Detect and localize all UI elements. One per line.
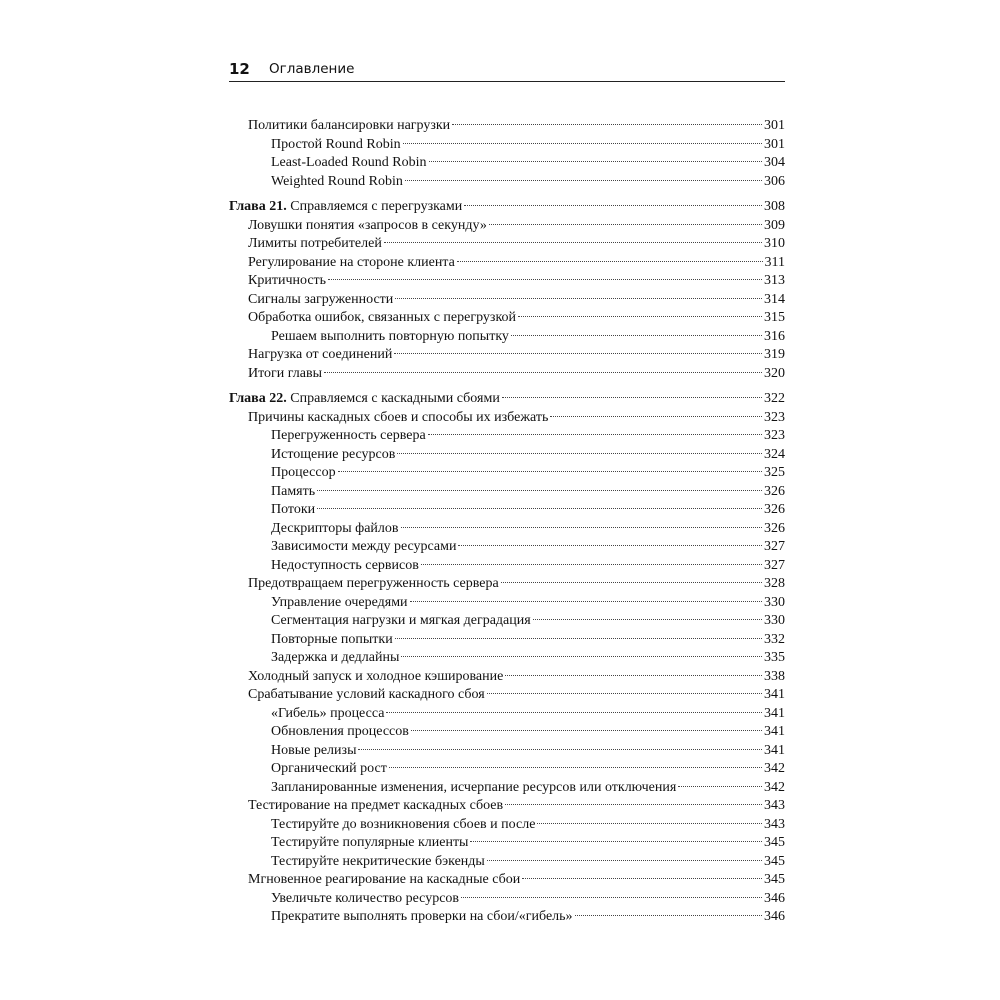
- toc-entry-text: Weighted Round Robin: [271, 173, 403, 189]
- toc-page-number: 323: [764, 428, 785, 443]
- toc-entry-text: Критичность: [248, 273, 327, 288]
- toc-entry-text: Управление очередями: [271, 594, 408, 610]
- dot-leader: [461, 897, 762, 898]
- toc-entry-title: [248, 217, 487, 236]
- toc-page-number: 310: [764, 236, 785, 251]
- toc-entry: [229, 779, 785, 798]
- toc-entry-title: [248, 668, 503, 687]
- toc-entry-title: [248, 291, 393, 310]
- toc-entry-text: Новые релизы: [271, 742, 357, 758]
- toc-entry-title: [248, 117, 450, 136]
- toc-entry-title: [271, 501, 315, 520]
- toc-page-number: 327: [764, 557, 785, 573]
- dot-leader: [411, 730, 762, 731]
- toc-entry-text: Срабатывание условий каскадного сбоя: [248, 687, 485, 702]
- toc-entry: [229, 483, 785, 502]
- toc-entry-title: [248, 272, 326, 291]
- page-number: 12: [229, 60, 250, 78]
- toc-page-number: 316: [764, 328, 785, 344]
- toc-page-number: 338: [764, 668, 785, 684]
- dot-leader: [394, 353, 762, 354]
- dot-leader: [470, 841, 762, 842]
- toc-entry: [229, 154, 785, 173]
- toc-entry-text: Политики балансировки нагрузки: [248, 118, 451, 133]
- toc-entry-text: Задержка и дедлайны: [271, 650, 400, 665]
- dot-leader: [511, 335, 762, 336]
- dot-leader: [317, 490, 762, 491]
- toc-page-number: 345: [764, 872, 785, 887]
- toc-entry-title: [271, 173, 403, 192]
- dot-leader: [317, 508, 762, 509]
- toc-entry: [229, 797, 785, 816]
- dot-leader: [464, 205, 762, 206]
- toc-page-number: 308: [764, 199, 785, 214]
- toc-entry-text: Мгновенное реагирование на каскадные сбои: [248, 872, 521, 887]
- toc-entry-text: Недоступность сервисов: [271, 557, 419, 573]
- toc-entry-text: Тестирование на предмет каскадных сбоев: [248, 798, 504, 813]
- toc-page-number: 330: [764, 613, 785, 628]
- dot-leader: [487, 860, 762, 861]
- toc-page-number: 343: [764, 798, 785, 813]
- toc-entry: [229, 501, 785, 520]
- toc-entry-text: Прекратите выполнять проверки на сбои/«гибель»: [271, 909, 573, 924]
- toc-page-number: 326: [764, 520, 785, 536]
- toc-page-number: 314: [764, 291, 785, 307]
- dot-leader: [489, 224, 762, 225]
- toc-entry: [229, 760, 785, 779]
- toc-entry: [229, 908, 785, 927]
- toc-entry-title: [271, 464, 336, 483]
- toc-entry: [229, 235, 785, 254]
- dot-leader: [428, 434, 762, 435]
- running-title: Оглавление: [269, 61, 355, 77]
- toc-entry-title: [271, 760, 387, 779]
- dot-leader: [403, 143, 762, 144]
- toc-entry-title: [248, 254, 455, 273]
- dot-leader: [452, 124, 762, 125]
- toc-entry-title: [271, 483, 315, 502]
- toc-chapter-number: Глава 22.: [229, 391, 287, 406]
- toc-entry-text: Повторные попытки: [271, 631, 393, 647]
- toc-entry-text: Тестируйте некритические бэкенды: [271, 853, 485, 869]
- toc-entry-text: Перегруженность сервера: [271, 428, 426, 443]
- toc-entry-title: [248, 365, 322, 384]
- toc-page-number: 315: [764, 310, 785, 325]
- toc-entry: [229, 853, 785, 872]
- toc-entry-text: Сегментация нагрузки и мягкая деградация: [271, 613, 531, 628]
- toc-entry-text: Дескрипторы файлов: [271, 520, 399, 536]
- toc-page-number: 304: [764, 155, 785, 170]
- toc-entry-text: Предотвращаем перегруженность сервера: [248, 576, 499, 591]
- dot-leader: [395, 298, 762, 299]
- toc-entry-title: [271, 557, 419, 576]
- toc-page-number: 326: [764, 483, 785, 499]
- toc-entry-title: [271, 742, 356, 761]
- toc-entry: [229, 365, 785, 384]
- toc-page-number: 330: [764, 594, 785, 610]
- toc-page-number: 341: [764, 742, 785, 758]
- toc-chapter-entry: [229, 390, 785, 409]
- dot-leader: [505, 804, 762, 805]
- toc-entry: [229, 346, 785, 365]
- toc-page-number: 345: [764, 853, 785, 869]
- toc-entry-title: [248, 409, 548, 428]
- toc-page-number: 326: [764, 502, 785, 517]
- toc-entry: [229, 272, 785, 291]
- toc-entry-text: Запланированные изменения, исчерпание ресурсов или отключения: [271, 779, 677, 795]
- dot-leader: [522, 878, 762, 879]
- toc-entry-title: [229, 198, 462, 217]
- toc-entry: [229, 668, 785, 687]
- toc-entry-title: [271, 594, 408, 613]
- dot-leader: [501, 582, 762, 583]
- toc-page-number: 323: [764, 409, 785, 425]
- toc-entry-title: [248, 309, 516, 328]
- dot-leader: [401, 527, 763, 528]
- dot-leader: [550, 416, 762, 417]
- toc-page-number: 332: [764, 631, 785, 647]
- dot-leader: [358, 749, 762, 750]
- toc-entry-title: [271, 890, 459, 909]
- toc-entry: [229, 705, 785, 724]
- toc-entry-text: Итоги главы: [248, 365, 323, 381]
- dot-leader: [389, 767, 762, 768]
- toc-entry: [229, 520, 785, 539]
- toc-entry-text: Органический рост: [271, 761, 387, 776]
- toc-page-number: 319: [764, 347, 785, 362]
- toc-entry-title: [271, 612, 531, 631]
- toc-entry-text: Тестируйте популярные клиенты: [271, 835, 469, 850]
- dot-leader: [410, 601, 762, 602]
- toc-entry-text: Сигналы загруженности: [248, 291, 394, 307]
- toc-entry: [229, 649, 785, 668]
- toc-entry: [229, 328, 785, 347]
- toc-entry-text: Справляемся с перегрузками: [290, 199, 463, 214]
- dot-leader: [502, 397, 762, 398]
- toc-entry-title: [271, 816, 535, 835]
- toc-page-number: 309: [764, 217, 785, 233]
- toc-entry-title: [271, 538, 456, 557]
- toc-entry-text: Процессор: [271, 465, 336, 480]
- toc-page-number: 306: [764, 173, 785, 189]
- toc-page-number: 322: [764, 391, 785, 406]
- toc-page-number: 341: [764, 724, 785, 739]
- toc-entry: [229, 136, 785, 155]
- toc-entry-title: [271, 834, 468, 853]
- toc-page-number: 346: [764, 909, 785, 924]
- toc-page-number: 327: [764, 539, 785, 554]
- toc-entry-title: [271, 446, 395, 465]
- table-of-contents: [229, 117, 785, 927]
- toc-entry-text: Регулирование на стороне клиента: [248, 254, 455, 270]
- dot-leader: [324, 372, 762, 373]
- dot-leader: [429, 161, 762, 162]
- toc-entry: [229, 117, 785, 136]
- toc-entry-title: [271, 328, 509, 347]
- dot-leader: [386, 712, 762, 713]
- toc-entry-title: [248, 686, 485, 705]
- dot-leader: [384, 242, 762, 243]
- toc-entry-title: [271, 631, 393, 650]
- toc-entry-title: [271, 723, 409, 742]
- toc-entry-title: [271, 154, 427, 173]
- toc-entry: [229, 464, 785, 483]
- toc-entry-text: Увеличьте количество ресурсов: [271, 890, 460, 906]
- toc-entry-text: Решаем выполнить повторную попытку: [271, 328, 509, 344]
- dot-leader: [397, 453, 762, 454]
- toc-page-number: 341: [764, 705, 785, 721]
- toc-page-number: 341: [764, 687, 785, 702]
- toc-entry: [229, 594, 785, 613]
- toc-entry-text: Обработка ошибок, связанных с перегрузкой: [248, 310, 517, 325]
- toc-entry-text: Причины каскадных сбоев и способы их избежать: [248, 409, 549, 425]
- toc-entry-title: [271, 427, 426, 446]
- toc-entry-text: Нагрузка от соединений: [248, 347, 393, 362]
- toc-chapter-entry: [229, 198, 785, 217]
- toc-entry: [229, 173, 785, 192]
- toc-entry: [229, 834, 785, 853]
- toc-entry-title: [271, 705, 384, 724]
- toc-page-number: 328: [764, 576, 785, 591]
- toc-entry-text: Тестируйте до возникновения сбоев и после: [271, 816, 536, 832]
- toc-page-number: 342: [764, 779, 785, 795]
- toc-entry-text: Простой Round Robin: [271, 136, 401, 152]
- toc-page-number: 343: [764, 816, 785, 832]
- toc-page-number: 313: [764, 273, 785, 288]
- dot-leader: [575, 915, 762, 916]
- toc-entry-text: Холодный запуск и холодное кэширование: [248, 668, 504, 684]
- toc-entry-text: Обновления процессов: [271, 724, 409, 739]
- dot-leader: [533, 619, 762, 620]
- toc-entry-text: Потоки: [271, 502, 316, 517]
- toc-entry: [229, 723, 785, 742]
- dot-leader: [458, 545, 762, 546]
- toc-entry: [229, 254, 785, 273]
- header-rule: [229, 81, 785, 82]
- toc-entry-text: Справляемся с каскадными сбоями: [290, 391, 500, 406]
- toc-entry: [229, 538, 785, 557]
- toc-entry: [229, 742, 785, 761]
- toc-entry-text: Истощение ресурсов: [271, 446, 396, 462]
- dot-leader: [338, 471, 762, 472]
- dot-leader: [328, 279, 762, 280]
- toc-page-number: 311: [764, 254, 785, 270]
- toc-entry-text: «Гибель» процесса: [271, 705, 385, 721]
- toc-entry-text: Зависимости между ресурсами: [271, 539, 457, 554]
- toc-entry-title: [248, 235, 382, 254]
- toc-entry: [229, 291, 785, 310]
- toc-chapter-number: Глава 21.: [229, 199, 287, 214]
- toc-entry: [229, 871, 785, 890]
- toc-entry: [229, 686, 785, 705]
- dot-leader: [401, 656, 762, 657]
- toc-entry: [229, 557, 785, 576]
- toc-entry-text: Least-Loaded Round Robin: [271, 155, 427, 170]
- toc-page-number: 320: [764, 365, 785, 381]
- toc-page-number: 325: [764, 465, 785, 480]
- toc-entry: [229, 217, 785, 236]
- toc-entry: [229, 446, 785, 465]
- dot-leader: [678, 786, 762, 787]
- toc-entry-title: [248, 346, 392, 365]
- dot-leader: [405, 180, 762, 181]
- dot-leader: [395, 638, 762, 639]
- toc-page-number: 346: [764, 890, 785, 906]
- dot-leader: [457, 261, 763, 262]
- toc-page-number: 345: [764, 835, 785, 850]
- toc-entry: [229, 890, 785, 909]
- dot-leader: [505, 675, 762, 676]
- toc-page-number: 301: [764, 136, 785, 152]
- toc-page-number: 324: [764, 446, 785, 462]
- toc-entry-text: Ловушки понятия «запросов в секунду»: [248, 217, 487, 233]
- toc-page-number: 335: [764, 650, 785, 665]
- toc-entry: [229, 631, 785, 650]
- toc-entry-text: Лимиты потребителей: [248, 236, 382, 251]
- dot-leader: [537, 823, 762, 824]
- toc-entry-title: [271, 649, 399, 668]
- toc-entry-title: [271, 853, 485, 872]
- toc-page-number: 301: [764, 118, 785, 133]
- dot-leader: [487, 693, 762, 694]
- toc-page-number: 342: [764, 761, 785, 776]
- toc-entry-title: [271, 779, 676, 798]
- dot-leader: [421, 564, 762, 565]
- toc-entry-title: [271, 136, 401, 155]
- toc-entry: [229, 816, 785, 835]
- toc-entry-title: [271, 908, 573, 927]
- toc-entry: [229, 309, 785, 328]
- toc-entry-title: [229, 390, 500, 409]
- toc-entry: [229, 409, 785, 428]
- toc-entry-text: Память: [271, 483, 316, 499]
- toc-entry-title: [271, 520, 399, 539]
- toc-entry: [229, 427, 785, 446]
- dot-leader: [518, 316, 762, 317]
- toc-entry-title: [248, 871, 520, 890]
- toc-entry-title: [248, 797, 503, 816]
- toc-entry: [229, 612, 785, 631]
- toc-entry: [229, 575, 785, 594]
- toc-entry-title: [248, 575, 499, 594]
